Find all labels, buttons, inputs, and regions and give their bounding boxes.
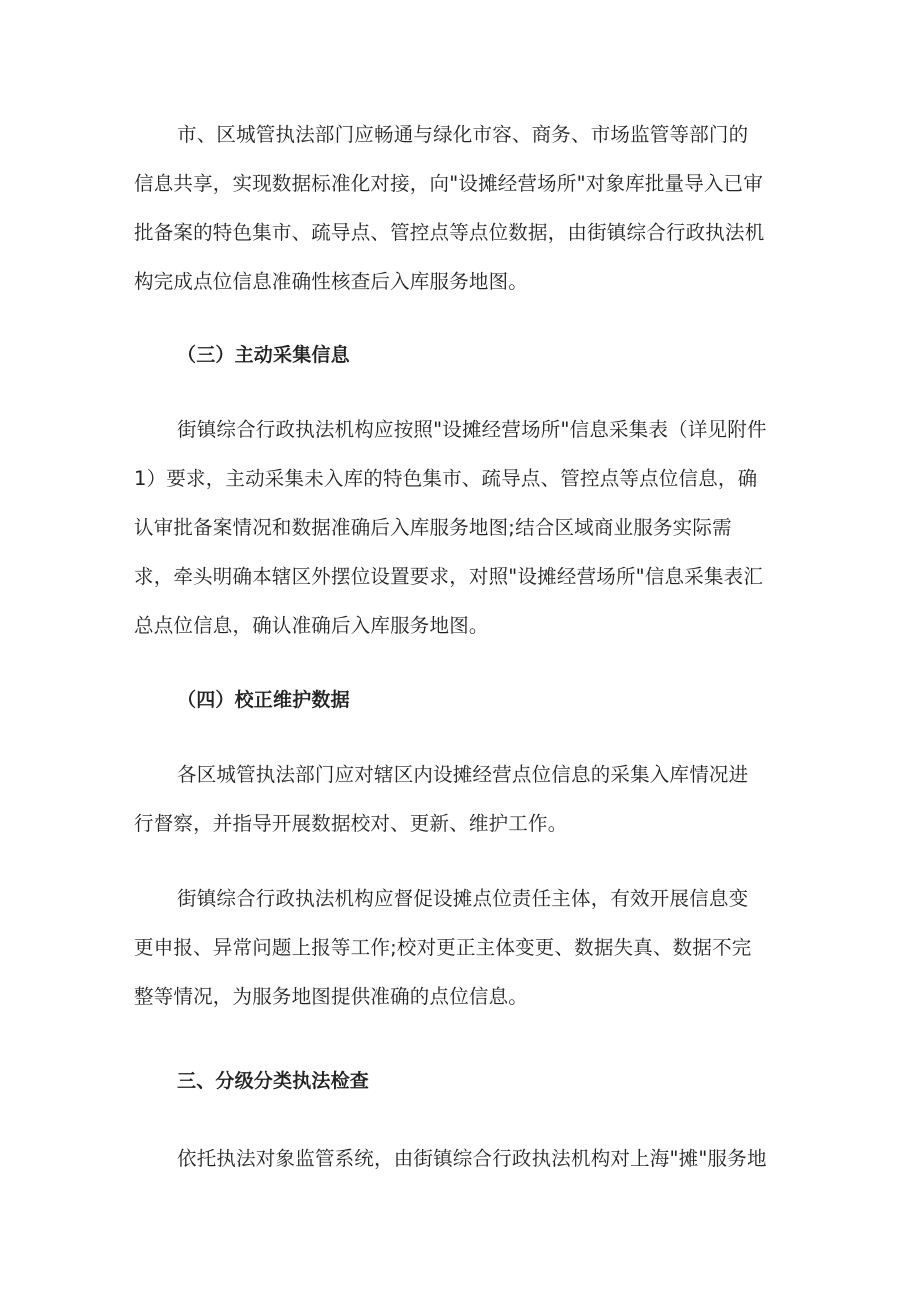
paragraph-1-line-3: 批备案的特色集市、疏导点、管控点等点位数据，由街镇综合行政执法机	[134, 221, 765, 244]
paragraph-3-line-2: 行督察，并指导开展数据校对、更新、维护工作。	[134, 812, 568, 835]
paragraph-1-line-2: 信息共享，实现数据标准化对接，向"设摊经营场所"对象库批量导入已审	[134, 172, 764, 195]
paragraph-1-line-4: 构完成点位信息准确性核查后入库服务地图。	[134, 270, 529, 293]
paragraph-4-line-2: 更申报、异常问题上报等工作;校对更正主体变更、数据失真、数据不完	[134, 936, 752, 959]
paragraph-4-line-1: 街镇综合行政执法机构应督促设摊点位责任主体，有效开展信息变	[177, 887, 749, 910]
paragraph-2-line-2: 1）要求，主动采集未入库的特色集市、疏导点、管控点等点位信息，确	[134, 467, 758, 490]
paragraph-1-line-1: 市、区城管执法部门应畅通与绿化市容、商务、市场监管等部门的	[177, 123, 749, 146]
section-heading-4: （四）校正维护数据	[177, 689, 350, 711]
paragraph-2-line-3: 认审批备案情况和数据准确后入库服务地图;结合区域商业服务实际需	[134, 516, 732, 539]
paragraph-2-line-1: 街镇综合行政执法机构应按照"设摊经营场所"信息采集表（详见附件	[177, 418, 767, 441]
paragraph-3-line-1: 各区城管执法部门应对辖区内设摊经营点位信息的采集入库情况进	[177, 763, 749, 786]
paragraph-5-line-1: 依托执法对象监管系统，由街镇综合行政执法机构对上海"摊"服务地	[177, 1147, 767, 1170]
chapter-heading-3: 三、分级分类执法检查	[177, 1070, 370, 1092]
paragraph-2-line-4: 求，牵头明确本辖区外摆位设置要求，对照"设摊经营场所"信息采集表汇	[134, 565, 764, 588]
paragraph-2-line-5: 总点位信息，确认准确后入库服务地图。	[134, 614, 489, 637]
section-heading-3: （三）主动采集信息	[177, 344, 350, 366]
paragraph-4-line-3: 整等情况，为服务地图提供准确的点位信息。	[134, 985, 529, 1008]
